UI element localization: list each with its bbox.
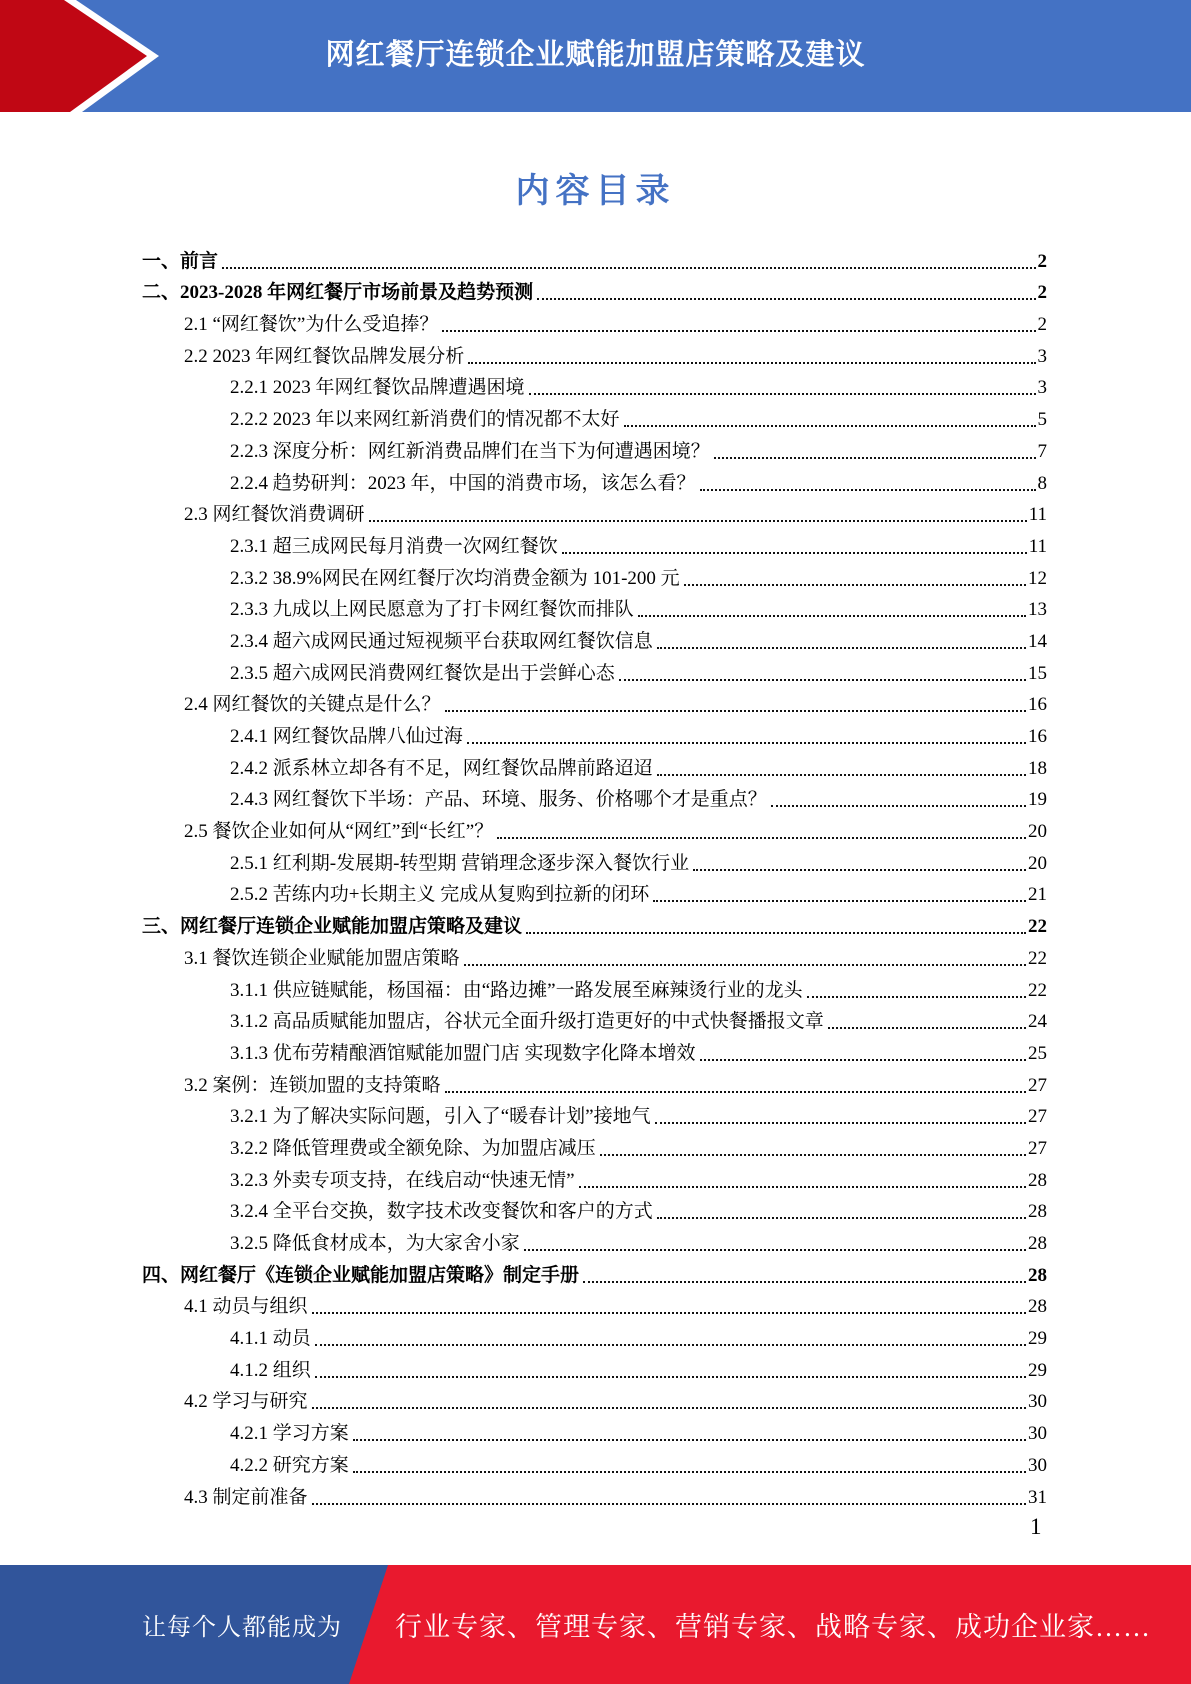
toc-entry-page-number: 29 bbox=[1028, 1328, 1047, 1350]
dot-leader bbox=[714, 457, 1036, 459]
toc-entry-page-number: 22 bbox=[1028, 947, 1047, 969]
toc-entry[interactable] bbox=[142, 304, 1047, 336]
dot-leader bbox=[619, 679, 1026, 681]
toc-entry[interactable] bbox=[142, 1160, 1047, 1192]
toc-entry-page-number: 7 bbox=[1037, 440, 1047, 462]
dot-leader bbox=[684, 584, 1026, 586]
toc-entry-label: 2.3.4 超六成网民通过短视频平台获取网红餐饮信息 bbox=[230, 630, 653, 652]
toc-entry-label: 4.2 学习与研究 bbox=[184, 1391, 308, 1413]
toc-entry-page-number: 28 bbox=[1028, 1201, 1047, 1223]
dot-leader bbox=[222, 267, 1035, 269]
toc-entry-page-number: 14 bbox=[1028, 630, 1047, 652]
toc-entry-label: 2.2.4 趋势研判：2023 年，中国的消费市场，该怎么看？ bbox=[230, 472, 696, 494]
toc-entry[interactable] bbox=[142, 463, 1047, 495]
dot-leader bbox=[562, 552, 1027, 554]
toc-entry[interactable] bbox=[142, 1033, 1047, 1065]
toc-entry[interactable] bbox=[142, 495, 1047, 527]
toc-entry-page-number: 28 bbox=[1028, 1296, 1047, 1318]
toc-entry-page-number: 2 bbox=[1037, 250, 1047, 272]
toc-entry[interactable] bbox=[142, 1192, 1047, 1224]
dot-leader bbox=[583, 1281, 1026, 1283]
dot-leader bbox=[624, 425, 1036, 427]
dot-leader bbox=[655, 1122, 1026, 1124]
toc-entry-page-number: 2 bbox=[1037, 314, 1047, 336]
toc-entry-page-number: 27 bbox=[1028, 1074, 1047, 1096]
dot-leader bbox=[315, 1344, 1026, 1346]
toc-entry[interactable] bbox=[142, 970, 1047, 1002]
toc-entry-label: 3.2.2 降低管理费或全额免除、为加盟店减压 bbox=[230, 1137, 596, 1159]
toc-entry-page-number: 13 bbox=[1028, 599, 1047, 621]
toc-entry[interactable] bbox=[142, 1413, 1047, 1445]
toc-entry[interactable] bbox=[142, 273, 1047, 305]
dot-leader bbox=[369, 520, 1027, 522]
toc-entry-label: 2.5.2 苦练内功+长期主义 完成从复购到拉新的闭环 bbox=[230, 884, 650, 906]
toc-entry-page-number: 16 bbox=[1028, 726, 1047, 747]
toc-entry-label: 2.3.1 超三成网民每月消费一次网红餐饮 bbox=[230, 535, 558, 557]
toc-entry-page-number: 18 bbox=[1028, 757, 1047, 779]
toc-list bbox=[142, 241, 1047, 1509]
dot-leader bbox=[828, 1027, 1026, 1029]
dot-leader bbox=[312, 1503, 1026, 1505]
dot-leader bbox=[529, 393, 1036, 395]
page-footer bbox=[0, 1565, 1191, 1684]
footer-slogan-right: 行业专家、管理专家、营销专家、战略专家、成功企业家…… bbox=[395, 1612, 1151, 1642]
dot-leader bbox=[579, 1186, 1026, 1188]
dot-leader bbox=[537, 298, 1035, 300]
dot-leader bbox=[600, 1154, 1026, 1156]
toc-entry[interactable] bbox=[142, 938, 1047, 970]
toc-entry-label: 3.2 案例：连锁加盟的支持策略 bbox=[184, 1074, 441, 1096]
toc-entry-page-number: 22 bbox=[1028, 979, 1047, 1001]
toc-entry-page-number: 16 bbox=[1028, 694, 1047, 716]
toc-entry[interactable] bbox=[142, 1128, 1047, 1160]
toc-entry-page-number: 28 bbox=[1028, 1233, 1047, 1254]
toc-entry-page-number: 31 bbox=[1028, 1486, 1047, 1508]
toc-entry-page-number: 19 bbox=[1028, 789, 1047, 811]
dot-leader bbox=[700, 1059, 1026, 1061]
toc-entry[interactable] bbox=[142, 368, 1047, 400]
toc-entry[interactable] bbox=[142, 906, 1047, 938]
toc-entry-page-number: 20 bbox=[1028, 821, 1047, 843]
toc-entry-label: 3.1.1 供应链赋能，杨国福：由“路边摊”一路发展至麻辣烫行业的龙头 bbox=[230, 979, 803, 1001]
toc-entry[interactable] bbox=[142, 336, 1047, 368]
page-header-banner bbox=[0, 0, 1191, 112]
toc-entry-label: 2.4 网红餐饮的关键点是什么？ bbox=[184, 694, 441, 716]
dot-leader bbox=[312, 1312, 1026, 1314]
toc-entry-label: 3.2.3 外卖专项支持，在线启动“快速无情” bbox=[230, 1169, 575, 1191]
dot-leader bbox=[497, 837, 1026, 839]
dot-leader bbox=[353, 1471, 1026, 1473]
toc-entry-label: 2.3.5 超六成网民消费网红餐饮是出于尝鲜心态 bbox=[230, 662, 615, 684]
toc-title: 内容目录 bbox=[515, 173, 676, 210]
toc-entry-page-number: 29 bbox=[1028, 1359, 1047, 1381]
toc-entry-page-number: 30 bbox=[1028, 1391, 1047, 1413]
dot-leader bbox=[445, 1091, 1026, 1093]
toc-entry-page-number: 15 bbox=[1028, 662, 1047, 684]
toc-entry[interactable] bbox=[142, 875, 1047, 907]
page-number: 1 bbox=[1030, 1514, 1042, 1539]
toc-entry[interactable] bbox=[142, 843, 1047, 875]
toc-entry-label: 3.2.4 全平台交换，数字技术改变餐饮和客户的方式 bbox=[230, 1201, 653, 1223]
toc-entry-label: 一、前言 bbox=[142, 250, 219, 272]
toc-entry-label: 二、2023-2028 年网红餐厅市场前景及趋势预测 bbox=[142, 282, 534, 304]
toc-entry[interactable] bbox=[142, 431, 1047, 463]
toc-entry[interactable] bbox=[142, 1097, 1047, 1129]
dot-leader bbox=[353, 1439, 1026, 1441]
toc-entry-label: 2.3.3 九成以上网民愿意为了打卡网红餐饮而排队 bbox=[230, 599, 634, 621]
footer-slogan-left: 让每个人都能成为 bbox=[142, 1615, 342, 1641]
toc-entry[interactable] bbox=[142, 1350, 1047, 1382]
dot-leader bbox=[657, 1217, 1026, 1219]
toc-entry-label: 2.2 2023 年网红餐饮品牌发展分析 bbox=[184, 345, 465, 367]
toc-entry[interactable] bbox=[142, 399, 1047, 431]
toc-entry[interactable] bbox=[142, 811, 1047, 843]
toc-entry-label: 2.1 “网红餐饮”为什么受追捧？ bbox=[184, 314, 439, 336]
toc-entry-page-number: 30 bbox=[1028, 1454, 1047, 1476]
dot-leader bbox=[657, 647, 1026, 649]
toc-entry[interactable] bbox=[142, 590, 1047, 622]
dot-leader bbox=[693, 869, 1026, 871]
dot-leader bbox=[312, 1407, 1026, 1409]
toc-entry-page-number: 11 bbox=[1028, 504, 1047, 526]
toc-entry[interactable] bbox=[142, 1065, 1047, 1097]
toc-entry-label: 3.1 餐饮连锁企业赋能加盟店策略 bbox=[184, 947, 460, 969]
toc-entry-label: 2.4.2 派系林立却各有不足，网红餐饮品牌前路迢迢 bbox=[230, 757, 653, 779]
dot-leader bbox=[700, 489, 1036, 491]
document-title: 网红餐厅连锁企业赋能加盟店策略及建议 bbox=[325, 38, 866, 71]
dot-leader bbox=[464, 964, 1026, 966]
toc-entry-page-number: 12 bbox=[1028, 567, 1047, 589]
toc-entry-label: 2.3 网红餐饮消费调研 bbox=[184, 504, 365, 526]
toc-entry-page-number: 21 bbox=[1028, 884, 1047, 906]
toc-entry[interactable] bbox=[142, 1477, 1047, 1509]
toc-entry[interactable] bbox=[142, 621, 1047, 653]
toc-entry-page-number: 28 bbox=[1028, 1169, 1047, 1191]
toc-entry-page-number: 24 bbox=[1028, 1011, 1047, 1033]
toc-entry-page-number: 8 bbox=[1037, 472, 1047, 494]
toc-entry-page-number: 27 bbox=[1028, 1106, 1047, 1128]
dot-leader bbox=[468, 362, 1035, 364]
dot-leader bbox=[445, 710, 1026, 712]
toc-entry-page-number: 25 bbox=[1028, 1042, 1047, 1064]
toc-entry[interactable] bbox=[142, 1255, 1047, 1287]
toc-entry-label: 4.3 制定前准备 bbox=[184, 1486, 308, 1508]
dot-leader bbox=[526, 932, 1026, 934]
toc-entry-label: 4.1.2 组织 bbox=[230, 1359, 311, 1381]
toc-entry-page-number: 3 bbox=[1037, 345, 1047, 367]
toc-entry-label: 4.1.1 动员 bbox=[230, 1328, 311, 1350]
dot-leader bbox=[638, 615, 1026, 617]
dot-leader bbox=[771, 805, 1026, 807]
toc-entry[interactable] bbox=[142, 558, 1047, 590]
toc-entry[interactable] bbox=[142, 1287, 1047, 1319]
dot-leader bbox=[653, 900, 1026, 902]
toc-entry-label: 2.4.3 网红餐饮下半场：产品、环境、服务、价格哪个才是重点？ bbox=[230, 789, 767, 811]
toc-entry-page-number: 2 bbox=[1037, 282, 1047, 304]
toc-entry[interactable] bbox=[142, 526, 1047, 558]
toc-entry-label: 4.2.2 研究方案 bbox=[230, 1454, 349, 1476]
dot-leader bbox=[657, 774, 1026, 776]
toc-entry-label: 2.2.1 2023 年网红餐饮品牌遭遇困境 bbox=[230, 377, 525, 399]
toc-entry-page-number: 28 bbox=[1028, 1264, 1047, 1286]
toc-entry[interactable] bbox=[142, 685, 1047, 717]
toc-entry[interactable] bbox=[142, 748, 1047, 780]
toc-entry-label: 2.5 餐饮企业如何从“网红”到“长红”？ bbox=[184, 821, 494, 843]
dot-leader bbox=[467, 742, 1026, 744]
toc-entry-label: 3.2.1 为了解决实际问题，引入了“暖春计划”接地气 bbox=[230, 1106, 651, 1128]
toc-entry[interactable] bbox=[142, 780, 1047, 812]
toc-entry-label: 3.1.2 高品质赋能加盟店，谷状元全面升级打造更好的中式快餐播报文章 bbox=[230, 1011, 824, 1033]
toc-entry-page-number: 20 bbox=[1028, 852, 1047, 874]
toc-entry-page-number: 5 bbox=[1037, 409, 1047, 431]
toc-entry-label: 2.2.3 深度分析：网红新消费品牌们在当下为何遭遇困境？ bbox=[230, 440, 710, 462]
dot-leader bbox=[807, 996, 1026, 998]
toc-entry[interactable] bbox=[142, 716, 1047, 748]
toc-entry-page-number: 27 bbox=[1028, 1137, 1047, 1159]
toc-entry[interactable] bbox=[142, 1223, 1047, 1255]
toc-entry-label: 4.1 动员与组织 bbox=[184, 1296, 308, 1318]
toc-entry-label: 2.2.2 2023 年以来网红新消费们的情况都不太好 bbox=[230, 409, 620, 431]
toc-entry[interactable] bbox=[142, 653, 1047, 685]
toc-entry-label: 4.2.1 学习方案 bbox=[230, 1423, 349, 1445]
toc-entry[interactable] bbox=[142, 1318, 1047, 1350]
toc-entry-page-number: 11 bbox=[1028, 535, 1047, 557]
dot-leader bbox=[315, 1376, 1026, 1378]
toc-entry-page-number: 22 bbox=[1028, 916, 1047, 938]
toc-entry-label: 2.4.1 网红餐饮品牌八仙过海 bbox=[230, 726, 463, 747]
toc-entry[interactable] bbox=[142, 241, 1047, 273]
toc-entry[interactable] bbox=[142, 1445, 1047, 1477]
toc-entry-label: 3.1.3 优布劳精酿酒馆赋能加盟门店 实现数字化降本增效 bbox=[230, 1042, 696, 1064]
toc-entry-label: 2.5.1 红利期-发展期-转型期 营销理念逐步深入餐饮行业 bbox=[230, 852, 690, 874]
dot-leader bbox=[524, 1249, 1026, 1251]
toc-entry-page-number: 30 bbox=[1028, 1423, 1047, 1445]
toc-entry[interactable] bbox=[142, 1382, 1047, 1414]
toc-entry-label: 3.2.5 降低食材成本，为大家舍小家 bbox=[230, 1233, 520, 1254]
toc-entry[interactable] bbox=[142, 1002, 1047, 1034]
toc-entry-label: 2.3.2 38.9%网民在网红餐厅次均消费金额为 101-200 元 bbox=[230, 567, 680, 589]
toc-entry-label: 三、网红餐厅连锁企业赋能加盟店策略及建议 bbox=[142, 916, 523, 938]
dot-leader bbox=[442, 330, 1035, 332]
toc-entry-label: 四、网红餐厅《连锁企业赋能加盟店策略》制定手册 bbox=[142, 1264, 580, 1286]
toc-entry-page-number: 3 bbox=[1037, 377, 1047, 399]
